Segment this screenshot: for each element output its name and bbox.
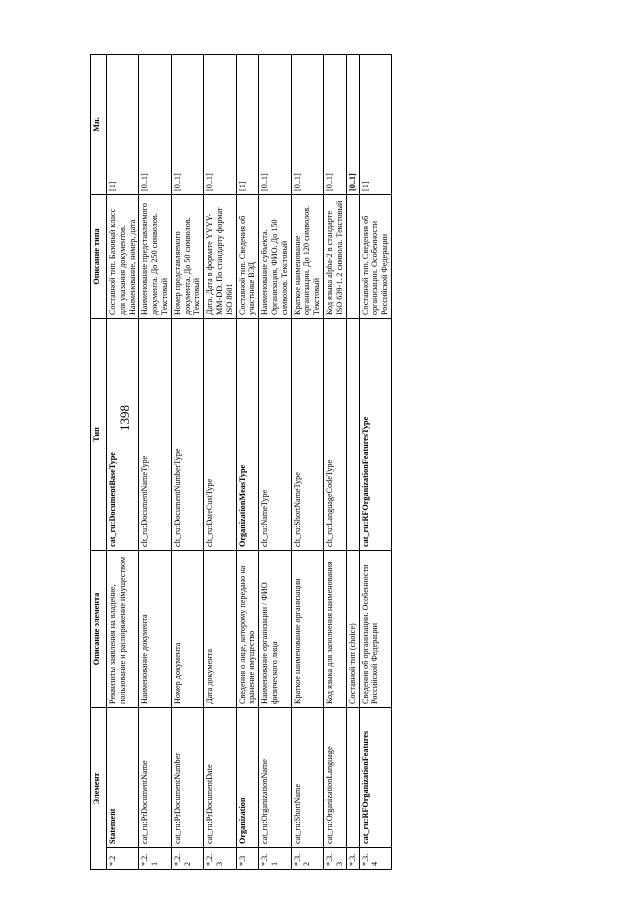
multiplicity: [0..1]: [259, 55, 291, 195]
element-name: cat_ru:RFOrganizationFeatures: [359, 708, 391, 848]
element-description: Краткое наименование организации: [291, 551, 323, 708]
row-number: *.3.3: [323, 848, 346, 870]
type-description: Составной тип. Сведения об организации. Особенности Российской Федерации: [359, 195, 391, 319]
multiplicity: [0..1]: [291, 55, 323, 195]
element-name: cat_ru:PrDocumentName: [139, 708, 171, 848]
element-description: Реквизиты заявления на владение, пользование и распоряжение имуществом: [107, 551, 139, 708]
type-name: clt_ru:NameType: [259, 319, 291, 551]
element-description: Дата документа: [204, 551, 236, 708]
element-name: cat_ru:PrDocumentNumber: [171, 708, 203, 848]
type-description: Код языка alpha-2 в стандарте ISO 639-1. 2 символа. Текстовый: [323, 195, 346, 319]
elements-table: [90, 54, 392, 870]
multiplicity: [1]: [359, 55, 391, 195]
element-description: Наименование организации / ФИО физического лица: [259, 551, 291, 708]
type-name: clt_ru:ShortNameType: [291, 319, 323, 551]
table-row: [359, 55, 391, 870]
row-number: *.2.2: [171, 848, 203, 870]
row-number: *.2: [107, 848, 139, 870]
row-number: *.3.2: [291, 848, 323, 870]
table-row: [291, 55, 323, 870]
header-type: Тип: [91, 319, 107, 551]
type-name: cat_ru:DocumentBaseType: [107, 319, 139, 551]
multiplicity: [0..1]: [346, 55, 359, 195]
type-name: clt_ru:LanguageCodeType: [323, 319, 346, 551]
rotated-table-container: [90, 55, 590, 870]
multiplicity: [0..1]: [204, 55, 236, 195]
row-number: *.3: [236, 848, 259, 870]
element-name: Statement: [107, 708, 139, 848]
type-name: clt_ru:DocumentNameType: [139, 319, 171, 551]
type-description: Дата. Дата в формате YYYY-MM-DD. По стандарту формат ISO 8601: [204, 195, 236, 319]
element-description: Номер документа: [171, 551, 203, 708]
header-multiplicity: Мн.: [91, 55, 107, 195]
row-number: *.2.3: [204, 848, 236, 870]
table-row: [107, 55, 139, 870]
element-name: [346, 708, 359, 848]
header-element: Элемент: [91, 708, 107, 870]
type-description: Краткое наименование организации. До 120 символов. Текстовый: [291, 195, 323, 319]
row-number: *.3.1: [259, 848, 291, 870]
element-name: cat_ru:ShortName: [291, 708, 323, 848]
type-name: [346, 319, 359, 551]
element-name: cat_ru:OrganizationName: [259, 708, 291, 848]
table-row: [139, 55, 171, 870]
header-element-description: Описание элемента: [91, 551, 107, 708]
row-number: *.2.1: [139, 848, 171, 870]
table-row: [323, 55, 346, 870]
element-description: Составной тип (choice): [346, 551, 359, 708]
type-description: [346, 195, 359, 319]
type-name: clt_ru:DateCustType: [204, 319, 236, 551]
multiplicity: [1]: [236, 55, 259, 195]
multiplicity: [0..1]: [323, 55, 346, 195]
table-row: [236, 55, 259, 870]
type-name: OrganizationMeasType: [236, 319, 259, 551]
multiplicity: [0..1]: [139, 55, 171, 195]
element-description: Наименование документа: [139, 551, 171, 708]
multiplicity: [0..1]: [171, 55, 203, 195]
row-number: *.3.4: [359, 848, 391, 870]
table-header-row: [91, 55, 107, 870]
table-row: [259, 55, 291, 870]
type-description: Составной тип. Базовый класс для указания документов. Наименование, номер, дата: [107, 195, 139, 319]
header-type-description: Описание типа: [91, 195, 107, 319]
element-name: cat_ru:PrDocumentDate: [204, 708, 236, 848]
element-description: Сведения об организации. Особенности Российской Федерации: [359, 551, 391, 708]
multiplicity: [1]: [107, 55, 139, 195]
type-description: Наименование субъекта. Организация, ФИО. До 150 символов. Текстовый: [259, 195, 291, 319]
element-name: cat_ru:OrganizationLanguage: [323, 708, 346, 848]
type-name: cat_ru:RFOrganizationFeaturesType: [359, 319, 391, 551]
page-number: 1398: [117, 405, 132, 431]
element-description: Код языка для заполнения наименования: [323, 551, 346, 708]
table-row: [171, 55, 203, 870]
table-row: [204, 55, 236, 870]
type-description: Номер представляемого документа. До 50 символов. Текстовый: [171, 195, 203, 319]
element-name: Organization: [236, 708, 259, 848]
type-name: clt_ru:DocumentNumberType: [171, 319, 203, 551]
type-description: Наименование представляемого документа. До 250 символов. Текстовый: [139, 195, 171, 319]
element-description: Сведения о лице, которому передано на хранение имущество: [236, 551, 259, 708]
table-row: [346, 55, 359, 870]
type-description: Составной тип. Сведения об участнике ВЭД: [236, 195, 259, 319]
row-number: *.3.: [346, 848, 359, 870]
